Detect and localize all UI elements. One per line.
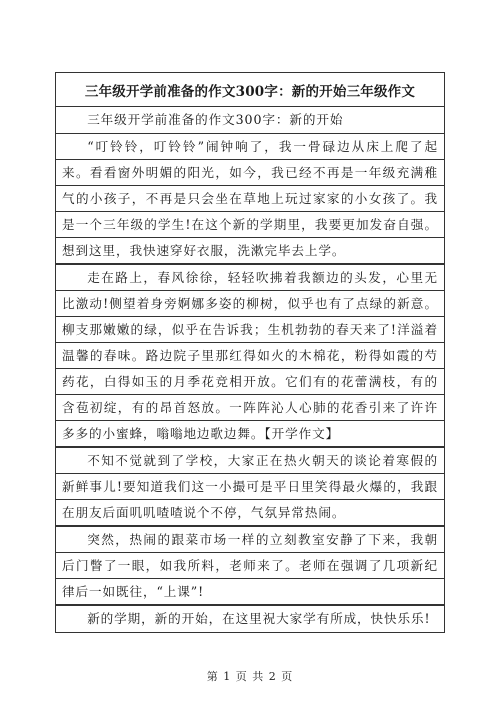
paragraph-2: 走在路上，春风徐徐，轻轻吹拂着我额边的头发，心里无比激动!侧望着身旁婀娜多姿的柳树，似乎也有了点绿的新意。柳支那嫩嫩的绿，似乎在告诉我；生机勃勃的春天来了!洋溢着温馨的春味。路边院子里那红得如火的木棉花，粉得如霞的芍药花，白得如玉的月季花竞相开放。它们有的花蕾满枝，有的含苞初绽，有的昂首怒放。一阵阵沁人心肺的花香引来了许许多多的小蜜蜂，嗡嗡地边歌边舞。【开学作文】	[56, 265, 444, 448]
document-title: 三年级开学前准备的作文300字：新的开始三年级作文	[56, 73, 444, 107]
document	[55, 72, 445, 633]
subtitle-paragraph: 三年级开学前准备的作文300字：新的开始	[56, 107, 444, 134]
paragraph-3: 不知不觉就到了学校，大家正在热火朝天的谈论着寒假的新鲜事儿!要知道我们这一小撮可是平日里笑得最火爆的，我跟在朋友后面叽叽喳喳说个不停，气氛异常热闹。	[56, 448, 444, 527]
document-frame	[55, 72, 445, 633]
page-number-footer: 第 1 页 共 2 页	[206, 670, 294, 683]
paragraph-5: 新的学期，新的开始，在这里祝大家学有所成，快快乐乐!	[87, 611, 431, 626]
paragraph-4: 突然，热闹的跟菜市场一样的立刻教室安静了下来，我朝后门瞥了一眼，如我所料，老师来了。老师在强调了几项新纪律后一如既往，“上课”!	[56, 527, 444, 606]
paragraph-1: “叮铃铃，叮铃铃”闹钟响了，我一骨碌边从床上爬了起来。看看窗外明媚的阳光，如今，我已经不再是一年级充满稚气的小孩子，不再是只会坐在草地上玩过家家的小女孩了。我是一个三年级的学生!在这个新的学期里，我要更加发奋自强。想到这里，我快速穿好衣服，洗漱完毕去上学。	[56, 134, 444, 265]
